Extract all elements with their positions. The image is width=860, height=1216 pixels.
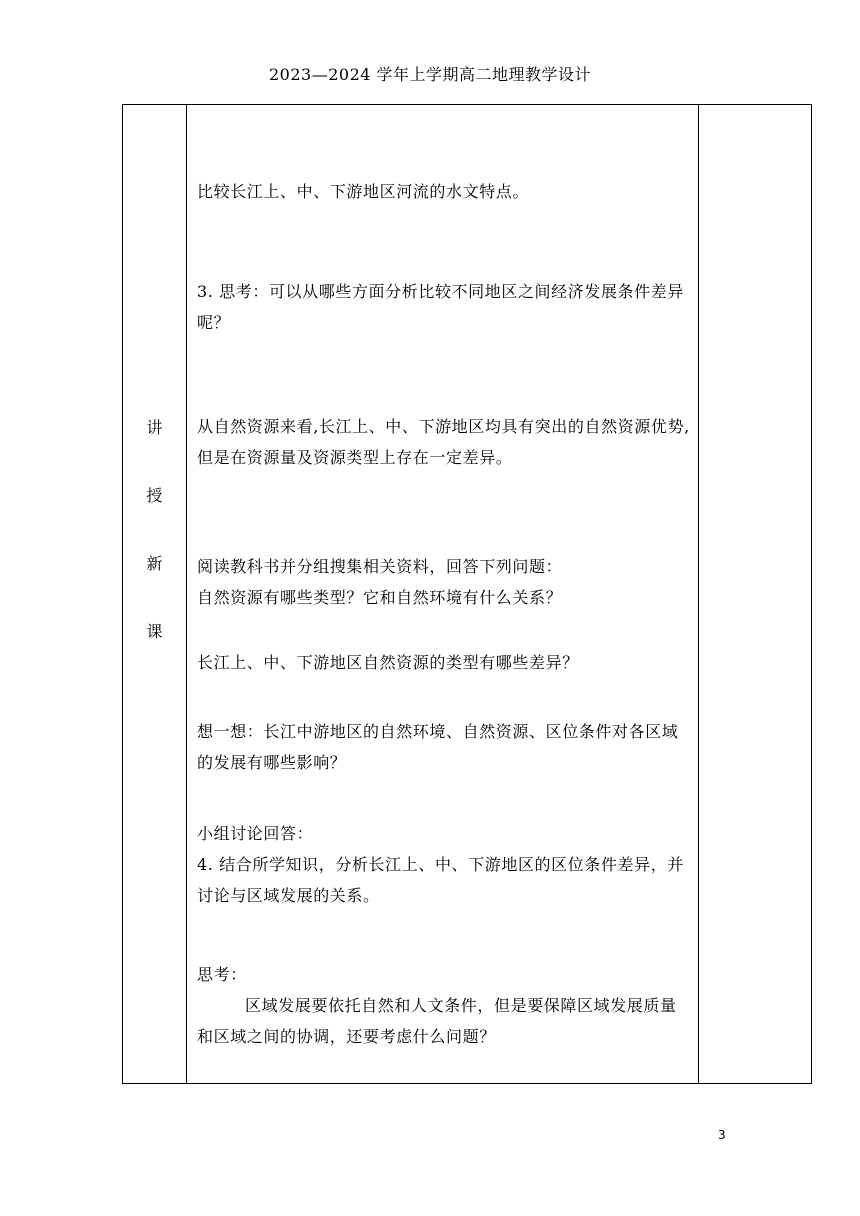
page-number: 3 <box>718 1128 726 1142</box>
paragraph-text: 小组讨论回答： <box>197 824 314 843</box>
paragraph-text: 4. 结合所学知识，分析长江上、中、下游地区的区位条件差异，并讨论与区域发展的关系。 <box>197 855 684 905</box>
lesson-table <box>122 104 812 1084</box>
side-label-char-1: 讲 <box>146 418 163 437</box>
paragraph-text: 长江上、中、下游地区自然资源的类型有哪些差异？ <box>197 653 579 672</box>
paragraph-text: 区域发展要依托自然和人文条件，但是要保障区域发展质量和区域之间的协调，还要考虑什么问题？ <box>197 996 677 1046</box>
table-column-divider-left <box>186 105 187 1083</box>
table-column-divider-right <box>698 105 699 1083</box>
page-header-title: 2023—2024 学年上学期高二地理教学设计 <box>268 65 592 84</box>
side-label-char-3: 新 <box>146 554 163 573</box>
paragraph-reading-task <box>197 551 693 613</box>
paragraph-think-about <box>197 716 693 778</box>
paragraph-text: 自然资源有哪些类型？它和自然环境有什么关系？ <box>197 588 563 607</box>
paragraph-question-3 <box>197 276 693 338</box>
paragraph-text: 想一想：长江中游地区的自然环境、自然资源、区位条件对各区域的发展有哪些影响？ <box>197 722 679 772</box>
side-label-char-4: 课 <box>146 622 163 641</box>
paragraph-text: 思考： <box>197 965 247 984</box>
paragraph-text: 从自然资源来看,长江上、中、下游地区均具有突出的自然资源优势,但是在资源量及资源类型上存在一定差异。 <box>197 417 690 467</box>
paragraph-text: 3. 思考：可以从哪些方面分析比较不同地区之间经济发展条件差异呢？ <box>197 282 684 332</box>
paragraph-group-discussion <box>197 818 693 911</box>
paragraph-resource-differences <box>197 647 693 678</box>
paragraph-natural-resources <box>197 411 693 473</box>
side-label-char-2: 授 <box>146 486 163 505</box>
paragraph-text: 阅读教科书并分组搜集相关资料，回答下列问题： <box>197 557 563 576</box>
paragraph-final-thinking <box>197 959 693 1052</box>
paragraph-text: 比较长江上、中、下游地区河流的水文特点。 <box>197 182 530 201</box>
paragraph-hydrology <box>197 176 693 207</box>
